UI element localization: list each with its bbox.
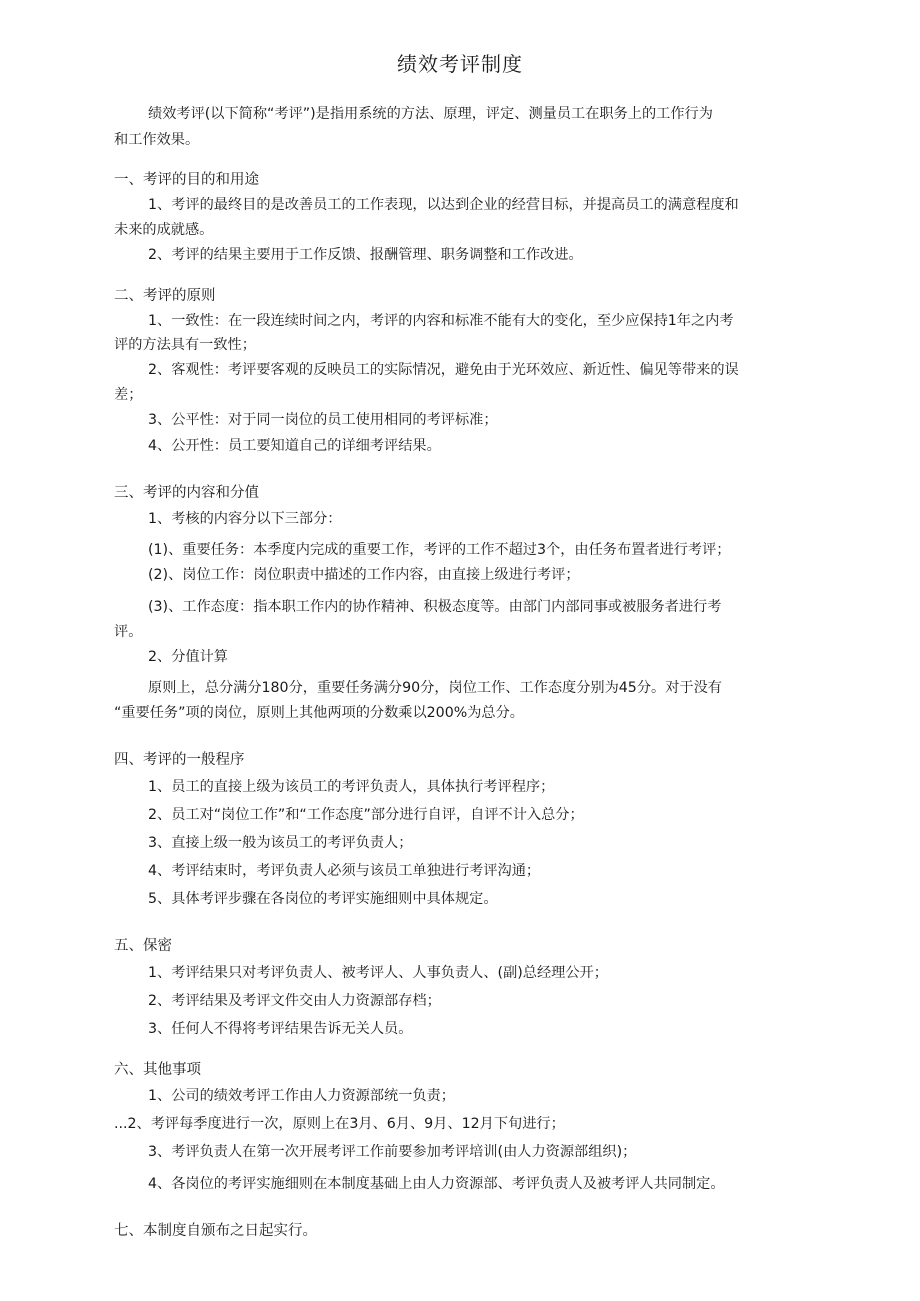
paragraph-line: 未来的成就感。 <box>114 222 214 238</box>
section-heading: 二、考评的原则 <box>114 288 216 304</box>
paragraph-line: “重要任务”项的岗位，原则上其他两项的分数乘以200%为总分。 <box>114 705 524 721</box>
paragraph-line: 2、考评结果及考评文件交由人力资源部存档； <box>148 993 441 1009</box>
paragraph-line: 3、任何人不得将考评结果告诉无关人员。 <box>148 1021 413 1037</box>
section-heading: 四、考评的一般程序 <box>114 752 245 768</box>
paragraph-line: 1、一致性：在一段连续时间之内，考评的内容和标准不能有大的变化，至少应保持1年之内考 <box>148 313 734 329</box>
paragraph-line: 2、客观性：考评要客观的反映员工的实际情况，避免由于光环效应、新近性、偏见等带来的误 <box>148 362 739 378</box>
section-heading: 七、本制度自颁布之日起实行。 <box>114 1223 317 1239</box>
paragraph-line: ...2、考评每季度进行一次，原则上在3月、6月、9月、12月下旬进行； <box>114 1116 565 1132</box>
paragraph-line: 1、员工的直接上级为该员工的考评负责人，具体执行考评程序； <box>148 779 555 795</box>
intro-line: 和工作效果。 <box>114 132 200 148</box>
section-heading: 五、保密 <box>114 938 172 954</box>
paragraph-line: 3、公平性：对于同一岗位的员工使用相同的考评标准； <box>148 412 498 428</box>
intro-line: 绩效考评(以下简称“考评”)是指用系统的方法、原理，评定、测量员工在职务上的工作行为 <box>148 106 713 122</box>
paragraph-line: (2)、岗位工作：岗位职责中描述的工作内容，由直接上级进行考评； <box>148 567 580 583</box>
page-title: 绩效考评制度 <box>397 52 523 76</box>
paragraph-line: 4、考评结束时，考评负责人必须与该员工单独进行考评沟通； <box>148 863 541 879</box>
paragraph-line: 2、分值计算 <box>148 649 228 665</box>
paragraph-line: 5、具体考评步骤在各岗位的考评实施细则中具体规定。 <box>148 891 498 907</box>
paragraph-line: 4、公开性：员工要知道自己的详细考评结果。 <box>148 438 441 454</box>
section-heading: 六、其他事项 <box>114 1062 201 1078</box>
paragraph-line: 评的方法具有一致性； <box>114 337 256 353</box>
section-heading: 三、考评的内容和分值 <box>114 485 259 501</box>
paragraph-line: 2、考评的结果主要用于工作反馈、报酬管理、职务调整和工作改进。 <box>148 247 583 263</box>
paragraph-line: 1、考评结果只对考评负责人、被考评人、人事负责人、(副)总经理公开； <box>148 965 608 981</box>
paragraph-line: 原则上，总分满分180分，重要任务满分90分，岗位工作、工作态度分别为45分。对于没有 <box>148 680 722 696</box>
paragraph-line: 3、考评负责人在第一次开展考评工作前要参加考评培训(由人力资源部组织)； <box>148 1144 637 1160</box>
paragraph-line: 3、直接上级一般为该员工的考评负责人； <box>148 835 413 851</box>
paragraph-line: 1、考评的最终目的是改善员工的工作表现，以达到企业的经营目标，并提高员工的满意程度和 <box>148 197 739 213</box>
paragraph-line: 1、公司的绩效考评工作由人力资源部统一负责； <box>148 1088 455 1104</box>
paragraph-line: 1、考核的内容分以下三部分： <box>148 511 342 527</box>
paragraph-line: (1)、重要任务：本季度内完成的重要工作，考评的工作不超过3个，由任务布置者进行考评； <box>148 542 731 558</box>
paragraph-line: 4、各岗位的考评实施细则在本制度基础上由人力资源部、考评负责人及被考评人共同制定。 <box>148 1176 725 1192</box>
paragraph-line: (3)、工作态度：指本职工作内的协作精神、积极态度等。由部门内部同事或被服务者进行考 <box>148 599 722 615</box>
paragraph-line: 差； <box>114 387 143 403</box>
paragraph-line: 2、员工对“岗位工作”和“工作态度”部分进行自评，自评不计入总分； <box>148 807 584 823</box>
section-heading: 一、考评的目的和用途 <box>114 172 259 188</box>
paragraph-line: 评。 <box>114 624 143 640</box>
